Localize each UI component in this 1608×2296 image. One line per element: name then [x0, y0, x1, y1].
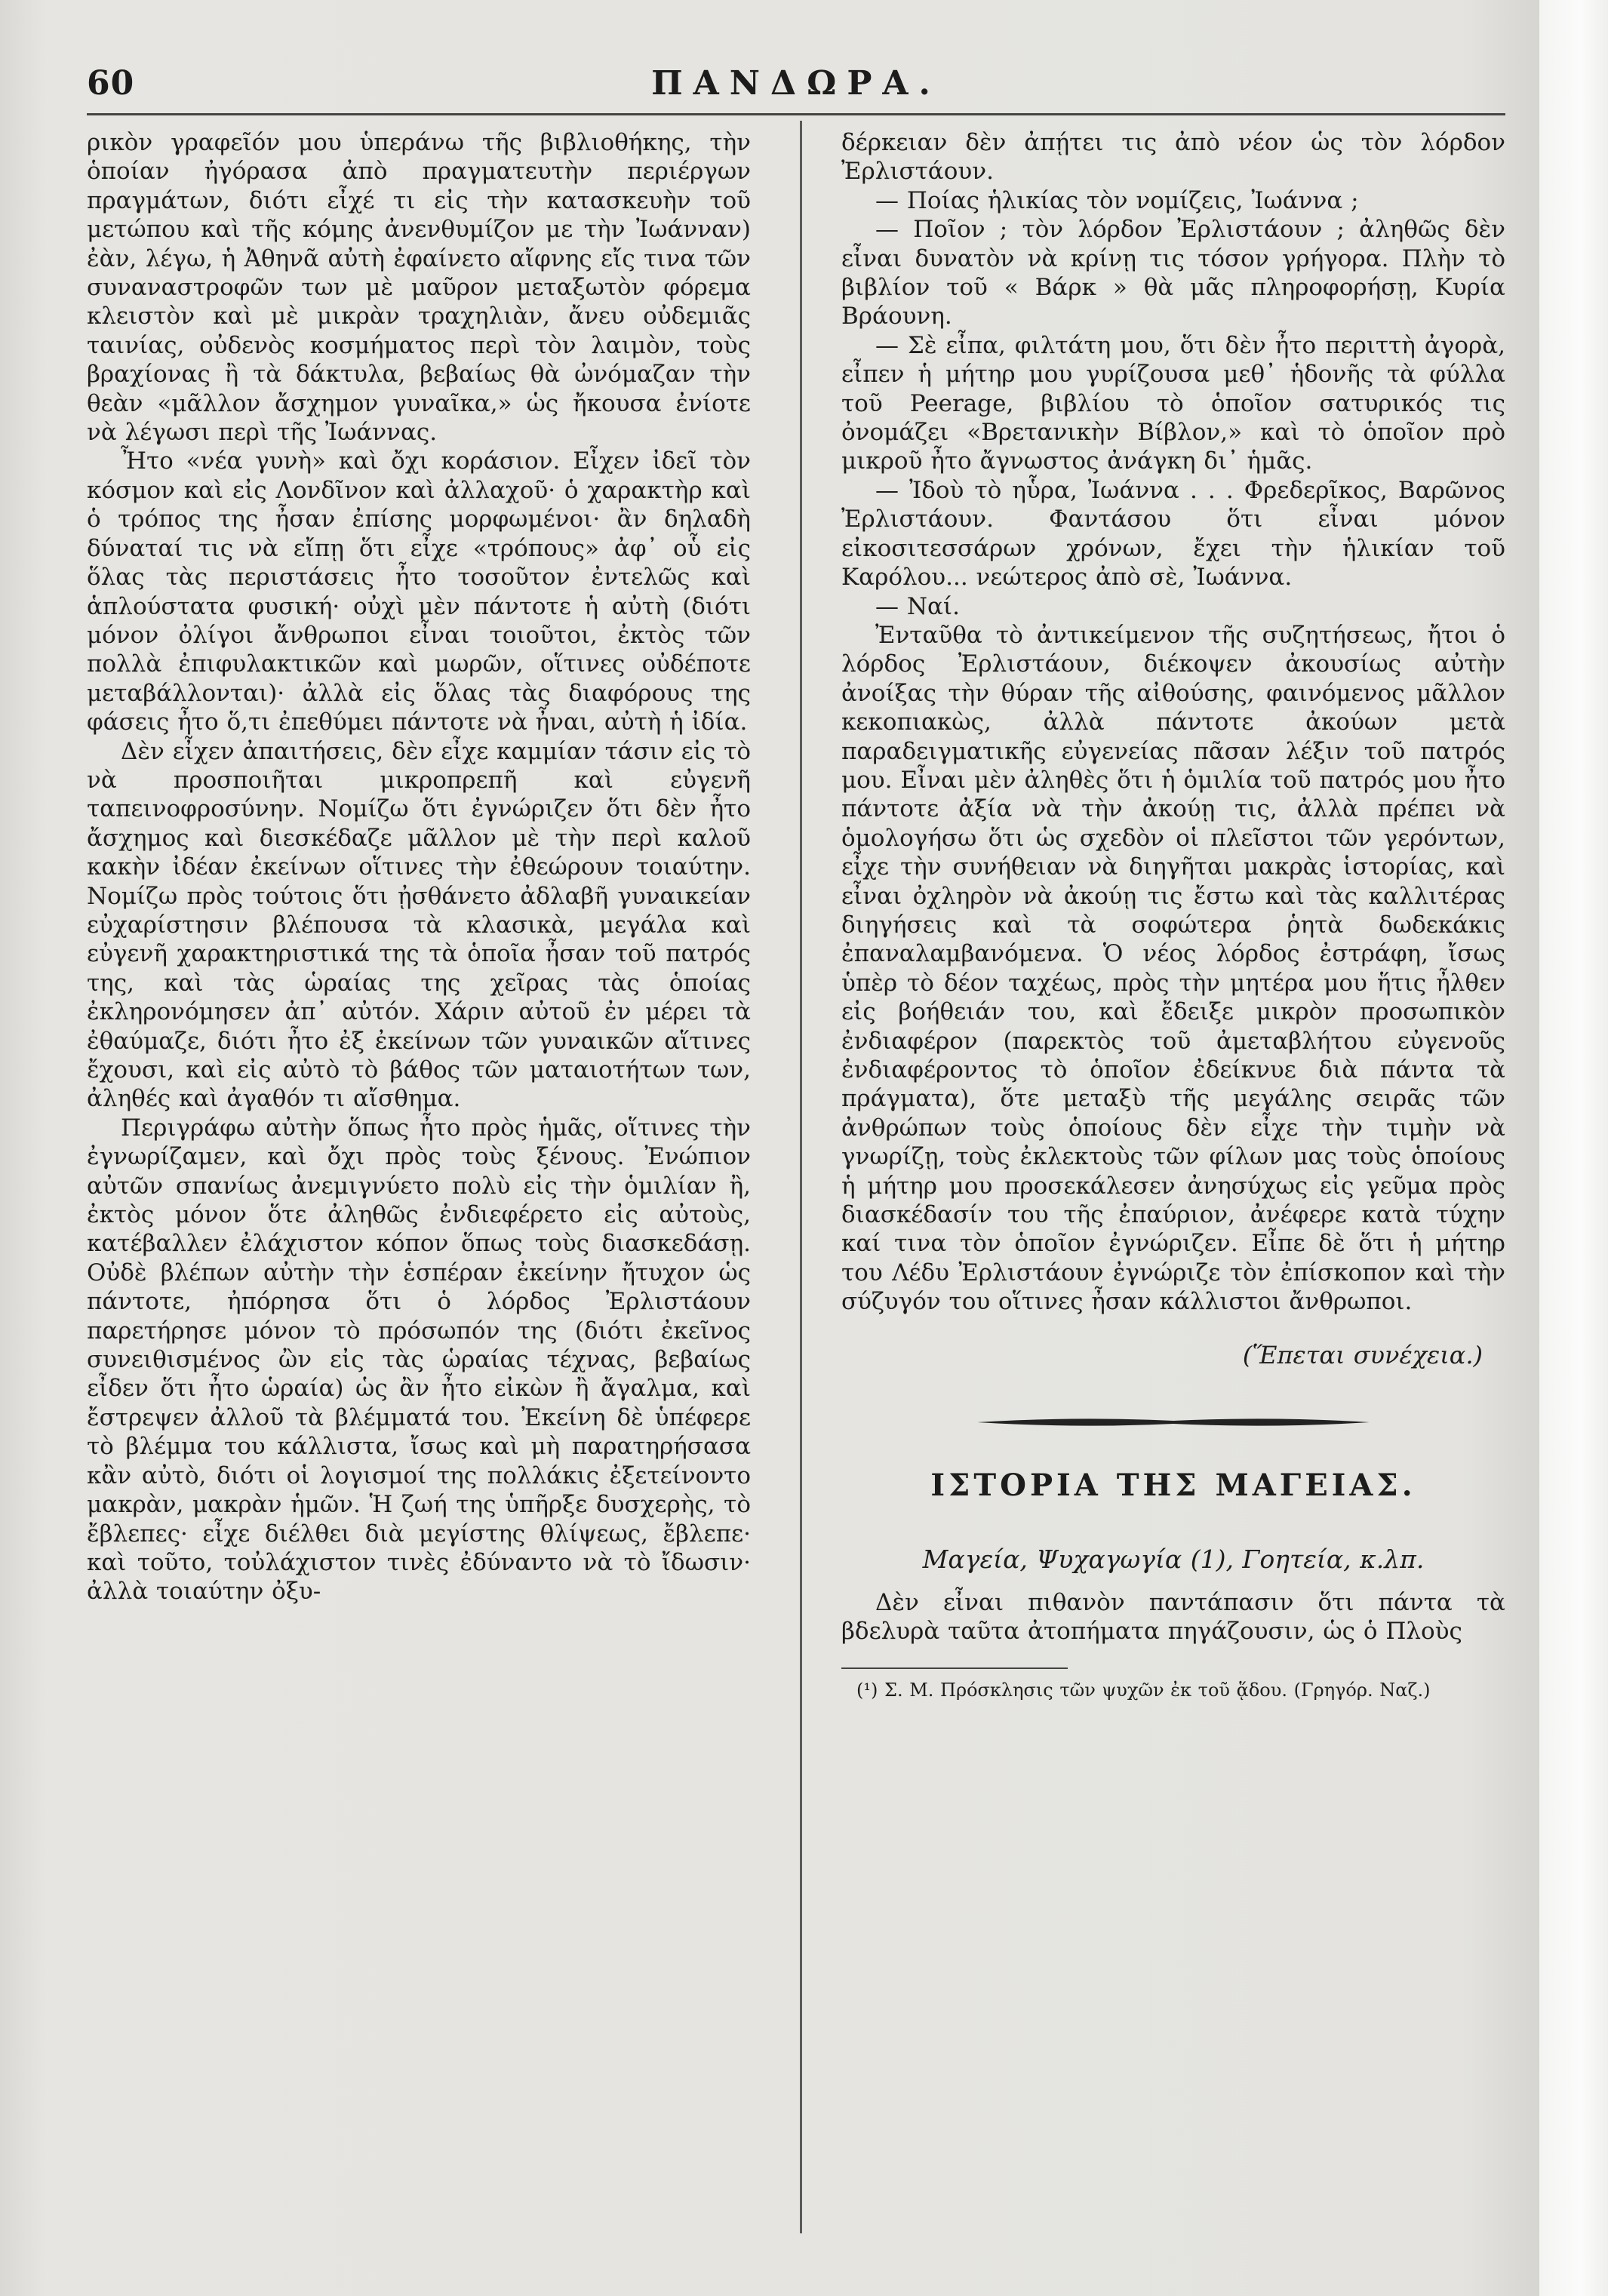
ornamental-rule — [977, 1415, 1370, 1430]
column-divider — [800, 121, 802, 2233]
paragraph: ρικὸν γραφεῖόν μου ὑπεράνω τῆς βιβλιοθήκης, τὴν ὁποίαν ἠγόρασα ἀπὸ πραγματευτὴν περιέργων πραγμάτων, διότι εἶχέ τι εἰς τὴν κατασκευὴν τοῦ μετώπου καὶ τῆς κόμης ἀνενθυμίζον με τὴν Ἰωάνναν) ἐὰν, λέγω, ἡ Ἀθηνᾶ αὐτὴ ἐφαίνετο αἴφνης εἴς τινα τῶν συναναστροφῶν των μὲ μαῦρον μεταξωτὸν φόρεμα κλειστὸν καὶ μὲ μικρὰν τραχηλιὰν, ἄνευ οὐδεμιᾶς ταινίας, οὐδενὸς κοσμήματος περὶ τὸν λαιμὸν, τοὺς βραχίονας ἢ τὰ δάκτυλα, βεβαίως θὰ ὠνόμαζαν τὴν θεὰν «μᾶλλον ἄσχημον γυναῖκα,» ὡς ἤκουσα ἐνίοτε νὰ λέγωσι περὶ τῆς Ἰωάννας. — [87, 129, 751, 447]
continued-note: (Ἕπεται συνέχεια.) — [1242, 1340, 1483, 1369]
dialogue-line: — Ποίας ἡλικίας τὸν νομίζεις, Ἰωάννα ; — [875, 186, 1359, 214]
page-number: 60 — [87, 64, 135, 103]
paragraph: Ἦτο «νέα γυνὴ» καὶ ὄχι κοράσιον. Εἶχεν ἰδεῖ τὸν κόσμον καὶ εἰς Λονδῖνον καὶ ἀλλαχοῦ· ὁ χαρακτὴρ καὶ ὁ τρόπος της ἦσαν ἐπίσης μορφωμένοι· ἂν δηλαδὴ δύναταί τις νὰ εἴπῃ ὅτι εἶχε «τρόπους» ἀφ᾽ οὗ εἰς ὅλας τὰς περιστάσεις ἦτο τοσοῦτον ἐντελῶς καὶ ἁπλούστατα φυσική· οὐχὶ μὲν πάντοτε ἡ αὐτὴ (διότι μόνον ὀλίγοι ἄνθρωποι εἶναι τοιοῦτοι, ἐκτὸς τῶν πολλὰ ἐπιφυλακτικῶν καὶ μωρῶν, οἵτινες οὐδέποτε μεταβάλλονται)· ἀλλὰ εἰς ὅλας τὰς διαφόρους της φάσεις ἦτο ὅ,τι ἐπεθύμει πάντοτε νὰ ἦναι, αὐτὴ ἡ ἰδία. — [87, 447, 751, 736]
paragraph: Ἐνταῦθα τὸ ἀντικείμενον τῆς συζητήσεως, ἤτοι ὁ λόρδος Ἐρλιστάουν, διέκοψεν ἀκουσίως αὐτὴν ἀνοίξας τὴν θύραν τῆς αἰθούσης, φαινόμενος μᾶλλον κεκοπιακὼς, ἀλλὰ πάντοτε ἀκούων μετὰ παραδειγματικῆς εὐγενείας πᾶσαν λέξιν τοῦ πατρός μου. Εἶναι μὲν ἀληθὲς ὅτι ἡ ὁμιλία τοῦ πατρός μου ἦτο πάντοτε ἀξία νὰ τὴν ἀκούῃ τις, ἀλλὰ πρέπει νὰ ὁμολογήσω ὅτι ὡς σχεδὸν οἱ πλεῖστοι τῶν γερόντων, εἶχε τὴν συνήθειαν νὰ διηγῆται μακρὰς ἱστορίας, καὶ εἶναι ὀχληρὸν νὰ ἀκούῃ τις ἔστω καὶ τὰς καλλιτέρας διηγήσεις καὶ τὰ σοφώτερα ῥητὰ δωδεκάκις ἐπαναλαμβανόμενα. Ὁ νέος λόρδος ἐστράφη, ἴσως ὑπὲρ τὸ δέον ταχέως, πρὸς τὴν μητέρα μου ἥτις ἦλθεν εἰς βοήθειάν του, καὶ ἔδειξε μικρὸν προσωπικὸν ἐνδιαφέρον (παρεκτὸς τοῦ ἀμεταβλήτου εὐγενοῦς ἐνδιαφέροντος τὸ ὁποῖον ἐδείκνυε διὰ πάντα τὰ πράγματα), ὅτε μεταξὺ τῆς μεγάλης σειρᾶς τῶν ἀνθρώπων τοὺς ὁποίους δὲν εἶχε τὴν τιμὴν νὰ γνωρίζῃ, τοὺς ἐκλεκτοὺς τῶν φίλων μας τοὺς ὁποίους ἡ μήτηρ μου προσεκάλεσεν ἀνησύχως εἰς γεῦμα πρὸς διασκέδασίν του τῆς ἐπαύριον, ἀνέφερε κατὰ τύχην καί τινα τὸν ὁποῖον ἐγνώριζεν. Εἶπε δὲ ὅτι ἡ μήτηρ του Λέδυ Ἐρλιστάουν ἐγνώριζε τὸν ἐπίσκοπον καὶ τὴν σύζυγόν του οἵτινες ἦσαν κάλλιστοι ἄνθρωποι. — [841, 621, 1505, 1316]
paragraph: Δὲν εἶχεν ἀπαιτήσεις, δὲν εἶχε καμμίαν τάσιν εἰς τὸ νὰ προσποιῆται μικροπρεπῆ καὶ εὐγενῆ ταπεινοφροσύνην. Νομίζω ὅτι ἐγνώριζεν ὅτι δὲν ἦτο ἄσχημος καὶ διεσκέδαζε μᾶλλον μὲ τὴν περὶ καλοῦ κακὴν ἰδέαν ἐκείνων οἵτινες τὴν ἐθεώρουν τοιαύτην. Νομίζω πρὸς τούτοις ὅτι ᾐσθάνετο ἀδλαβῆ γυναικείαν εὐχαρίστησιν βλέπουσα τὰ κλασικὰ, μεγάλα καὶ εὐγενῆ χαρακτηριστικά της τὰ ὁποῖα ἦσαν τοῦ πατρός της, καὶ τὰς ὡραίας της χεῖρας τὰς ὁποίας ἐκληρονόμησεν ἀπ᾽ αὐτόν. Χάριν αὐτοῦ ἐν μέρει τὰ ἐθαύμαζε, διότι ἦτο ἐξ ἐκείνων τῶν γυναικῶν αἵτινες ἔχουσι, καὶ εἰς αὐτὸ τὸ βάθος τῶν ματαιοτήτων των, ἀληθές καὶ ἀγαθόν τι αἴσθημα. — [87, 737, 751, 1113]
paragraph: Περιγράφω αὐτὴν ὅπως ἦτο πρὸς ἡμᾶς, οἵτινες τὴν ἐγνωρίζαμεν, καὶ ὄχι πρὸς τοὺς ξένους. Ἐνώπιον αὐτῶν σπανίως ἀνεμιγνύετο πολὺ εἰς τὴν ὁμιλίαν ἢ, ἐκτὸς μόνον ὅτε ἀληθῶς ἐνδιεφέρετο εἰς αὐτοὺς, κατέβαλλεν ἐλάχιστον κόπον ὅπως τοὺς διασκεδάσῃ. Οὐδὲ βλέπων αὐτὴν τὴν ἑσπέραν ἐκείνην ἤτυχον ὡς πάντοτε, ἠπόρησα ὅτι ὁ λόρδος Ἐρλιστάουν παρετήρησε μόνον τὸ πρόσωπόν της (διότι ἐκεῖνος συνειθισμένος ὢν εἰς τὰς ὡραίας τέχνας, βεβαίως εἶδεν ὅτι ἦτο ὡραία) ὡς ἂν ἦτο εἰκὼν ἢ ἄγαλμα, καὶ ἔστρεψεν ἀλλοῦ τὰ βλέμματά του. Ἐκείνη δὲ ὑπέφερε τὸ βλέμμα του κάλλιστα, ἴσως καὶ μὴ παρατηρήσασα κἂν αὐτὸ, διότι οἱ λογισμοί της πολλάκις ἐξετείνοντο μακρὰν, μακρὰν ἡμῶν. Ἡ ζωή της ὑπῆρξε δυσχερὴς, τὸ ἔβλεπες· εἶχε διέλθει διὰ μεγίστης θλίψεως, ἔβλεπε· καὶ τοῦτο, τοὐλάχιστον τινὲς ἐδύναντο νὰ τὸ ἴδωσιν· ἀλλὰ τοιαύτην ὀξυ- — [87, 1114, 751, 1606]
header-rule — [87, 113, 1505, 115]
page-header — [87, 64, 1505, 109]
left-column — [87, 128, 751, 1606]
footnote: (¹) Σ. Μ. Πρόσκλησις τῶν ψυχῶν ἐκ τοῦ ᾅδου. (Γρηγόρ. Ναζ.) — [856, 1679, 1431, 1701]
book-spine-edge — [1539, 0, 1608, 2296]
footnote-rule — [841, 1667, 1068, 1669]
paragraph: Δὲν εἶναι πιθανὸν παντάπασιν ὅτι πάντα τὰ βδελυρὰ ταῦτα ἀτοπήματα πηγάζουσιν, ὡς ὁ Πλοὺς — [841, 1588, 1505, 1646]
dialogue-line: — Ἰδοὺ τὸ ηὗρα, Ἰωάννα . . . Φρεδερῖκος, Βαρῶνος Ἐρλιστάουν. Φαντάσου ὅτι εἶναι μόνον εἰκοσιτεσσάρων χρόνων, ἔχει τὴν ἡλικίαν τοῦ Καρόλου... νεώτερος ἀπὸ σὲ, Ἰωάννα. — [841, 476, 1505, 592]
right-column — [841, 128, 1505, 1702]
paragraph: δέρκειαν δὲν ἀπῄτει τις ἀπὸ νέον ὡς τὸν λόρδον Ἐρλιστάουν. — [841, 129, 1505, 186]
dialogue-line: — Σὲ εἶπα, φιλτάτη μου, ὅτι δὲν ἦτο περιττὴ ἀγορὰ, εἶπεν ἡ μήτηρ μου γυρίζουσα μεθ᾽ ἡδονῆς τὰ φύλλα τοῦ Peerage, βιβλίου τὸ ὁποῖον σατυρικός τις ὀνομάζει «Βρετανικὴν Βίβλον,» καὶ τὸ ὁποῖον πρὸ μικροῦ ἦτο ἄγνωστος ἀνάγκη δι᾽ ἡμᾶς. — [841, 331, 1505, 475]
dialogue-line: — Ναί. — [875, 592, 960, 620]
section-title: ΙΣΤΟΡΙΑ ΤΗΣ ΜΑΓΕΙΑΣ. — [930, 1468, 1416, 1504]
dialogue-line: — Ποῖον ; τὸν λόρδον Ἐρλιστάουν ; ἀληθῶς δὲν εἶναι δυνατὸν νὰ κρίνῃ τις τόσον γρήγορα. Πλὴν τὸ βιβλίον τοῦ « Βάρκ » θὰ μᾶς πληροφορήσῃ, Κυρία Βράουνη. — [841, 216, 1505, 330]
running-title: ΠΑΝΔΩΡΑ. — [651, 64, 941, 103]
section-subtitle: Μαγεία, Ψυχαγωγία (1), Γοητεία, κ.λπ. — [922, 1544, 1425, 1575]
